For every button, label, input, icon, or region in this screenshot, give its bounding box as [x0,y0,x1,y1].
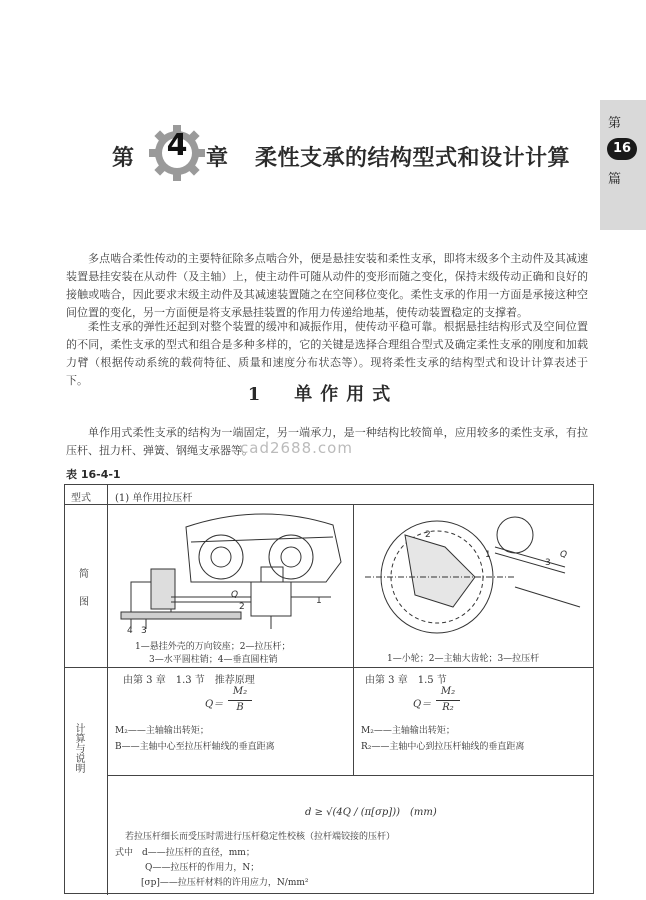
row-header-figure: 图 [79,597,89,608]
row-header-type: 型式 [71,493,91,504]
spec-table [64,484,594,894]
side-tab-pian: 篇 [608,172,622,187]
def-right-1: M₂——主轴输出转矩； [361,726,455,736]
formula-left-lhs: Q＝ [205,699,224,710]
left-figure-label-3: 3 [141,626,147,636]
row-header-calc: 计算与说明 [73,723,84,773]
fraction-bar [228,700,252,701]
def-left-2: B——主轴中心至拉压杆轴线的垂直距离 [115,742,275,752]
section-title: 1 单作用式 [247,384,399,405]
table-figure-divider [353,505,354,667]
left-figure-diagram [111,507,349,637]
formula-right-den: R₂ [442,702,454,713]
left-figure-label-2: 2 [239,602,245,612]
chapter-zhang: 章 [206,146,229,171]
chapter-title: 柔性支承的结构型式和设计计算 [255,146,571,171]
left-figure-caption: 1—悬挂外壳的万向铰座；2—拉压杆； [135,642,291,652]
intro-paragraph-1: 多点啮合柔性传动的主要特征除多点啮合外，便是悬挂安装和柔性支承，即将末级多个主动件及其减速装置悬挂安装在从动件（及主轴）上，使主动件可随从动件的变形而随之变化，保持末级传动正确和良好的接触或啮合，因此要求末级主动件及其减速装置随之在空间移位变化。柔性支承的作用一方面是承接这种空间位置的变化，另一方面便是将支承悬挂装置的作用力传递给地基，使传动装置稳定的支撑着。 [66,252,588,319]
formula-d: d ≥ √(4Q / (π[σp])) (mm) [305,807,437,818]
right-figure-caption: 1—小轮；2—主轴大齿轮；3—拉压杆 [387,654,540,664]
formula-right-lhs: Q＝ [413,699,432,710]
right-figure-label-2: 2 [425,530,431,540]
right-figure-label-3: 3 [545,558,551,568]
formula-left-num: M₂ [232,686,248,697]
calc-left-ref: 由第 3 章 1.3 节 推荐原理 [123,675,255,686]
note-3: Q——拉压杆的作用力，N； [145,863,260,873]
def-left-1: M₂——主轴输出转矩； [115,726,209,736]
left-figure-label-1: 1 [316,596,322,606]
formula-right-num: M₂ [440,686,456,697]
side-tab [600,100,646,230]
row-header-figure: 简 [79,569,89,580]
side-tab-di: 第 [608,116,622,131]
fraction-bar [436,700,460,701]
calc-divider [107,775,593,776]
table-inner-divider [353,667,354,775]
right-figure-label-1: 1 [485,550,491,560]
calc-right-ref: 由第 3 章 1.5 节 [365,675,447,686]
left-figure-label-4: 4 [127,626,133,636]
def-right-2: R₂——主轴中心到拉压杆轴线的垂直距离 [361,742,525,752]
table-row-divider [65,667,593,668]
table-row-divider [65,504,593,505]
note-2: 式中 d——拉压杆的直径，mm； [115,848,255,858]
chapter-number: 4 [166,128,188,163]
watermark: cad2688.com [240,439,353,457]
intro-paragraph-2: 柔性支承的弹性还起到对整个装置的缓冲和减振作用，使传动平稳可靠。根据悬挂结构形式及空间位置的不同，柔性支承的型式和组合是多种多样的，它的关键是选择合理组合型式及确定柔性支承的刚度和加载力臂（根据传动系统的载荷特征、质量和速度分布状态等）。现将柔性支承的结构型式和设计计算表述于下。 [66,320,588,387]
note-1: 若拉压杆细长而受压时需进行压杆稳定性校核（拉杆端铰接的压杆） [125,832,396,842]
side-tab-number: 16 [607,138,637,160]
table-column-divider [107,485,108,895]
formula-left-den: B [236,702,244,713]
table-label: 表 16-4-1 [66,468,121,481]
note-4: [σp]——拉压杆材料的许用应力，N/mm² [141,878,309,888]
left-figure-label-q: Q [231,590,239,600]
right-figure-diagram [365,507,587,647]
chapter-di: 第 [112,146,135,171]
section-paragraph: 单作用式柔性支承的结构为一端固定，另一端承力，是一种结构比较简单，应用较多的柔性支承，有拉压杆、扭力杆、弹簧、钢绳支承器等。 [66,426,588,457]
type-value: (1) 单作用拉压杆 [115,493,193,504]
left-figure-caption: 3—水平圆柱销；4—垂直圆柱销 [149,655,278,665]
right-figure-label-q: Q [560,550,568,560]
